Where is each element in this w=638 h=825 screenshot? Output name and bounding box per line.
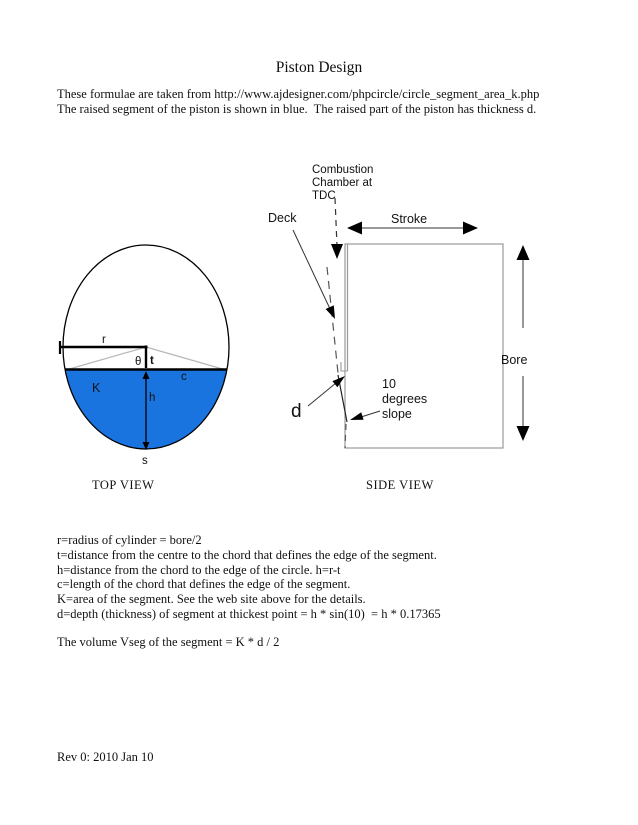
stroke-label: Stroke: [391, 212, 428, 226]
label-r: r: [102, 334, 106, 346]
definition-r: r=radius of cylinder = bore/2: [57, 533, 202, 547]
radius-to-chord-left-line: [66, 347, 146, 370]
stroke-arrowhead-right-icon: [463, 222, 478, 235]
combustion-label-2: Chamber at: [312, 177, 373, 189]
definition-t: t=distance from the centre to the chord that defines the edge of the segment.: [57, 547, 437, 562]
label-theta: θ: [135, 356, 142, 368]
d-label: d: [291, 401, 302, 422]
stroke-arrowhead-left-icon: [347, 222, 362, 235]
label-s: s: [142, 455, 148, 467]
combustion-label-1: Combustion: [312, 164, 374, 176]
slope-label-1: 10: [382, 377, 396, 391]
label-K: K: [92, 381, 101, 395]
d-arrow-line: [308, 383, 336, 406]
definition-c: c=length of the chord that defines the edge of the segment.: [57, 577, 351, 592]
cylinder-rect: [345, 244, 503, 448]
label-h: h: [149, 392, 156, 404]
revision-footer: Rev 0: 2010 Jan 10: [57, 750, 154, 764]
bore-arrowhead-down-icon: [517, 426, 530, 441]
side-view-caption: SIDE VIEW: [366, 478, 434, 492]
slope-label-3: slope: [382, 407, 412, 421]
definition-h: h=distance from the chord to the edge of the circle. h=r-t: [57, 562, 341, 577]
deck-label: Deck: [268, 211, 297, 225]
top-view-diagram: [53, 235, 243, 470]
combustion-arrow-line: [335, 198, 337, 246]
label-c: c: [181, 371, 187, 383]
page-title: Piston Design: [275, 59, 363, 76]
deck-arrow-line: [293, 230, 331, 311]
intro-paragraph: [57, 87, 539, 117]
slope-label-2: degrees: [382, 392, 428, 406]
slope-arrow-line: [361, 411, 380, 417]
piston-profile-dashed-upper: [327, 267, 338, 373]
bore-arrowhead-up-icon: [517, 245, 530, 260]
bore-label: Bore: [501, 353, 528, 367]
slope-arrowhead-icon: [350, 412, 364, 420]
label-t: t: [150, 355, 154, 367]
combustion-label-3: TDC: [312, 190, 336, 202]
definitions-block: [57, 533, 441, 622]
radius-to-chord-right-line: [146, 347, 226, 370]
volume-formula: The volume Vseg of the segment = K * d / 2: [57, 635, 280, 649]
segment-notch-line: [341, 362, 348, 371]
deck-arrowhead-icon: [326, 305, 335, 319]
definition-d: d=depth (thickness) of segment at thickest point = h * sin(10) = h * 0.17365: [57, 606, 441, 621]
combustion-arrowhead-icon: [331, 244, 343, 259]
definition-K: K=area of the segment. See the web site above for the details.: [57, 592, 366, 607]
intro-line-2: The raised segment of the piston is shown in blue. The raised part of the piston has thickness d.: [57, 101, 537, 116]
top-view-caption: TOP VIEW: [92, 478, 155, 492]
side-view-diagram: [260, 160, 545, 460]
intro-line-1: These formulae are taken from http://www.ajdesigner.com/phpcircle/circle_segment_area_k.php: [57, 87, 540, 101]
